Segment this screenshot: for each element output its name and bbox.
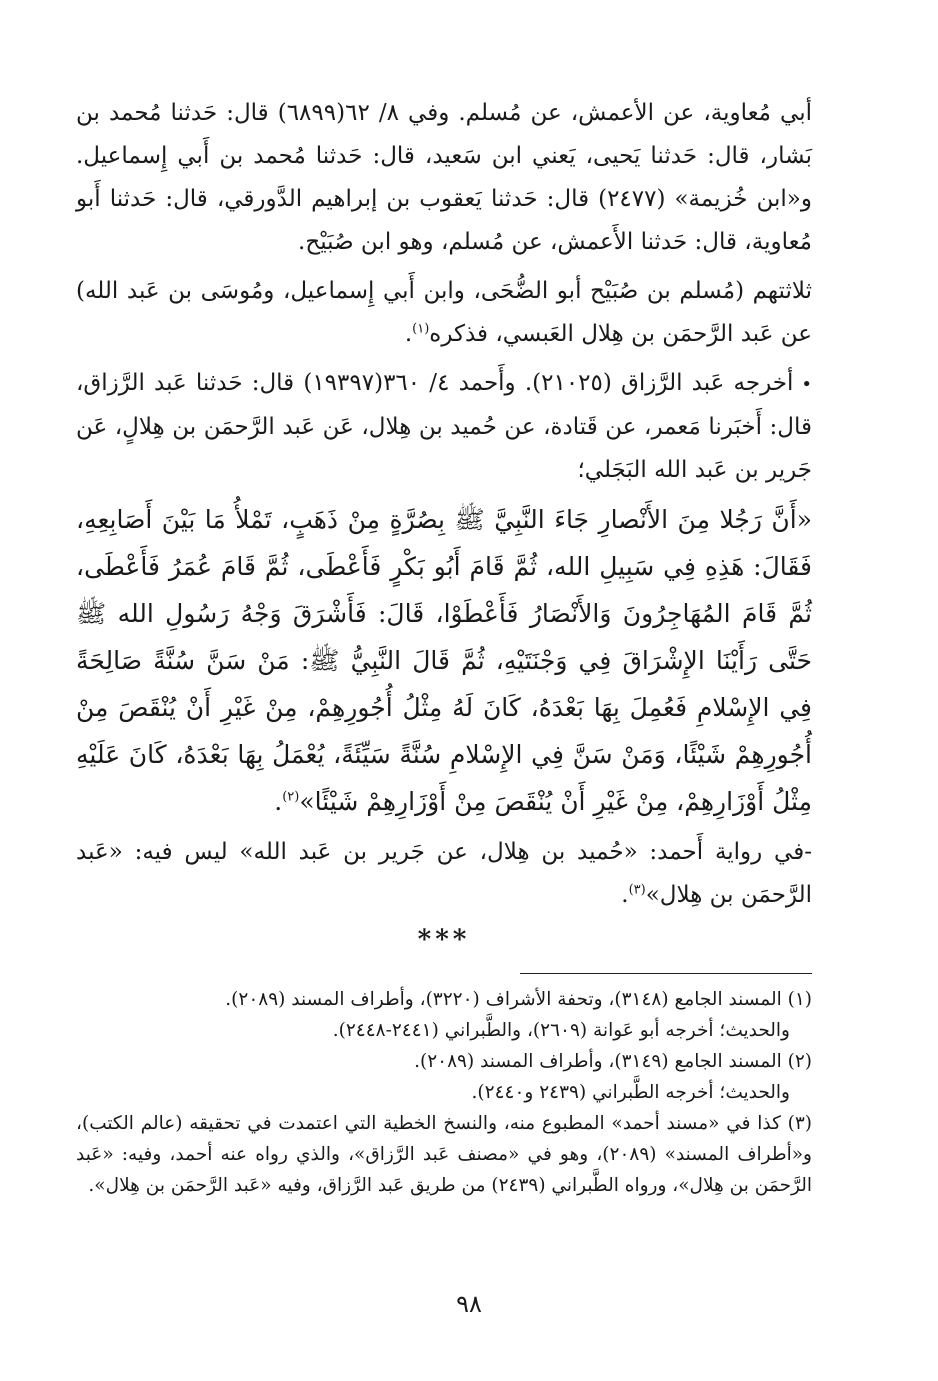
paragraph-chain-2: ثلاثتهم (مُسلم بن صُبَيْح أبو الضُّحَى، وابن أَبي إِسماعيل، ومُوسَى بن عَبد الله) عن عَبد الرَّحمَن بن هِلال العَبسي، فذكره$^{(١)}$. [76, 278, 812, 347]
footnote-3: (٣) كذا في «مسند أحمد» المطبوع منه، والنسخ الخطية التي اعتمدت في تحقيقه (عالم الكتب)، و«أطراف المسند» (٢٠٨٩)، وهو في «مصنف عَبد الرَّزاق»، والذي رواه عنه أحمد، وفيه: «عَبد الرَّحمَن بن هِلال»، ورواه الطَّبراني (٢٤٣٩) من طريق عَبد الرَّزاق، وفيه «عَبد الرَّحمَن بن هِلال». [76, 1113, 812, 1196]
paragraph-text: أبي مُعاوية، عن الأعمش، عن مُسلم. وفي ٨/ ٦٢(٦٨٩٩) قال: حَدثنا مُحمد بن بَشار، قال: حَدثنا يَحيى، يَعني ابن سَعيد، قال: حَدثنا مُحمد بن أَبي إِسماعيل. و«ابن خُزيمة» (٢٤٧٧) قال: حَدثنا يَعقوب بن إبراهيم الدَّورقي، قال: حَدثنا أَبو مُعاوية، قال: حَدثنا الأَعمش، عن مُسلم، وهو ابن صُبَيْح. [76, 100, 813, 255]
footnote-divider [520, 973, 812, 974]
page-body [76, 92, 812, 1201]
paragraph-riwaya-note: -في رواية أَحمد: «حُميد بن هِلال، عن جَرير بن عَبد الله» ليس فيه: «عَبد الرَّحمَن بن هِلال»$^{(٣)}$. [76, 839, 812, 908]
hadith-text-block [76, 496, 812, 825]
footnote-1: (١) المسند الجامع (٣١٤٨)، وتحفة الأشراف (٣٢٢٠)، وأطراف المسند (٢٠٨٩). [225, 989, 812, 1010]
footnote-ref-3[interactable]: (٣) [628, 882, 646, 898]
main-text [76, 92, 812, 492]
footnotes [76, 984, 812, 1201]
section-separator: *** [417, 925, 471, 955]
paragraph-takhrij [76, 362, 812, 492]
paragraph-text: أخرجه عَبد الرَّزاق (٢١٠٢٥). وأَحمد ٤/ ٣٦٠(١٩٣٩٧) قال: حَدثنا عَبد الرَّزاق، قال: أَخبَرنا مَعمر، عن قَتادة، عن حُميد بن هِلال، عَن عَبد الرَّحمَن بن هِلالٍ، عَن جَرير بن عَبد الله البَجَلي؛ [76, 370, 812, 483]
footnote-ref-1[interactable]: (١) [412, 321, 430, 337]
footnote-2-continuation: والحديث؛ أخرجه الطَّبراني (٢٤٣٩ و٢٤٤٠). [471, 1082, 790, 1103]
hadith-body: «أَنَّ رَجُلا مِنَ الأَنْصارِ جَاءَ النَّبِيَّ ﷺ بِصُرَّةٍ مِنْ ذَهَبٍ، تَمْلأُ مَا بَيْنَ أَصَابِعِهِ، فَقَالَ: هَذِهِ فِي سَبِيلِ الله، ثُمَّ قَامَ أَبُو بَكْرٍ فَأَعْطَى، ثُمَّ قَامَ عُمَرُ فَأَعْطَى، ثُمَّ قَامَ المُهَاجِرُونَ وَالأَنْصَارُ فَأَعْطَوْا، قَالَ: فَأَشْرَقَ وَجْهُ رَسُولِ الله ﷺ حَتَّى رَأَيْنَا الإِشْرَاقَ فِي وَجْنَتَيْهِ، ثُمَّ قَالَ النَّبِيُّ ﷺ: مَنْ سَنَّ سُنَّةً صَالِحَةً فِي الإِسْلامِ فَعُمِلَ بِهَا بَعْدَهُ، كَانَ لَهُ مِثْلُ أُجُورِهِمْ، مِنْ غَيْرِ أَنْ يُنْقَصَ مِنْ أُجُورِهِمْ شَيْئًا، وَمَنْ سَنَّ فِي الإِسْلامِ سُنَّةً سَيِّئَةً، يُعْمَلُ بِهَا بَعْدَهُ، كَانَ عَلَيْهِ مِثْلُ أَوْزَارِهِمْ، مِنْ غَيْرِ أَنْ يُنْقَصَ مِنْ أَوْزَارِهِمْ شَيْئًا» [76, 505, 812, 816]
footnote-2: (٢) المسند الجامع (٣١٤٩)، وأطراف المسند (٢٠٨٩). [414, 1051, 812, 1072]
paragraph-chain-1 [76, 92, 812, 264]
page-number: ٩٨ [456, 1290, 482, 1318]
footnote-ref-2[interactable]: (٢) [282, 789, 300, 805]
paragraph-text: ثلاثتهم (مُسلم بن صُبَيْح أبو الضُّحَى، وابن أَبي إِسماعيل، ومُوسَى بن عَبد الله) عن عَبد الرَّحمَن بن هِلال العَبسي، فذكره [76, 278, 812, 347]
main-text-note [76, 831, 812, 917]
hadith-text: «أَنَّ رَجُلا مِنَ الأَنْصارِ جَاءَ النَّبِيَّ ﷺ بِصُرَّةٍ مِنْ ذَهَبٍ، تَمْلأُ مَا بَيْنَ أَصَابِعِهِ، فَقَالَ: هَذِهِ فِي سَبِيلِ الله، ثُمَّ قَامَ أَبُو بَكْرٍ فَأَعْطَى، ثُمَّ قَامَ عُمَرُ فَأَعْطَى، ثُمَّ قَامَ المُهَاجِرُونَ وَالأَنْصَارُ فَأَعْطَوْا، قَالَ: فَأَشْرَقَ وَجْهُ رَسُولِ الله ﷺ حَتَّى رَأَيْنَا الإِشْرَاقَ فِي وَجْنَتَيْهِ، ثُمَّ قَالَ النَّبِيُّ ﷺ: مَنْ سَنَّ سُنَّةً صَالِحَةً فِي الإِسْلامِ فَعُمِلَ بِهَا بَعْدَهُ، كَانَ لَهُ مِثْلُ أُجُورِهِمْ، مِنْ غَيْرِ أَنْ يُنْقَصَ مِنْ أُجُورِهِمْ شَيْئًا، وَمَنْ سَنَّ فِي الإِسْلامِ سُنَّةً سَيِّئَةً، يُعْمَلُ بِهَا بَعْدَهُ، كَانَ عَلَيْهِ مِثْلُ أَوْزَارِهِمْ، مِنْ غَيْرِ أَنْ يُنْقَصَ مِنْ أَوْزَارِهِمْ شَيْئًا»$^{(٢)}$. [76, 505, 812, 816]
footnote-1-continuation: والحديث؛ أخرجه أبو عَوانة (٢٦٠٩)، والطَّبراني (٢٤٤١-٢٤٤٨). [332, 1020, 790, 1041]
bullet-marker: • [801, 374, 813, 395]
paragraph-text: -في رواية أَحمد: «حُميد بن هِلال، عن جَرير بن عَبد الله» ليس فيه: «عَبد الرَّحمَن بن هِلال» [76, 839, 812, 908]
